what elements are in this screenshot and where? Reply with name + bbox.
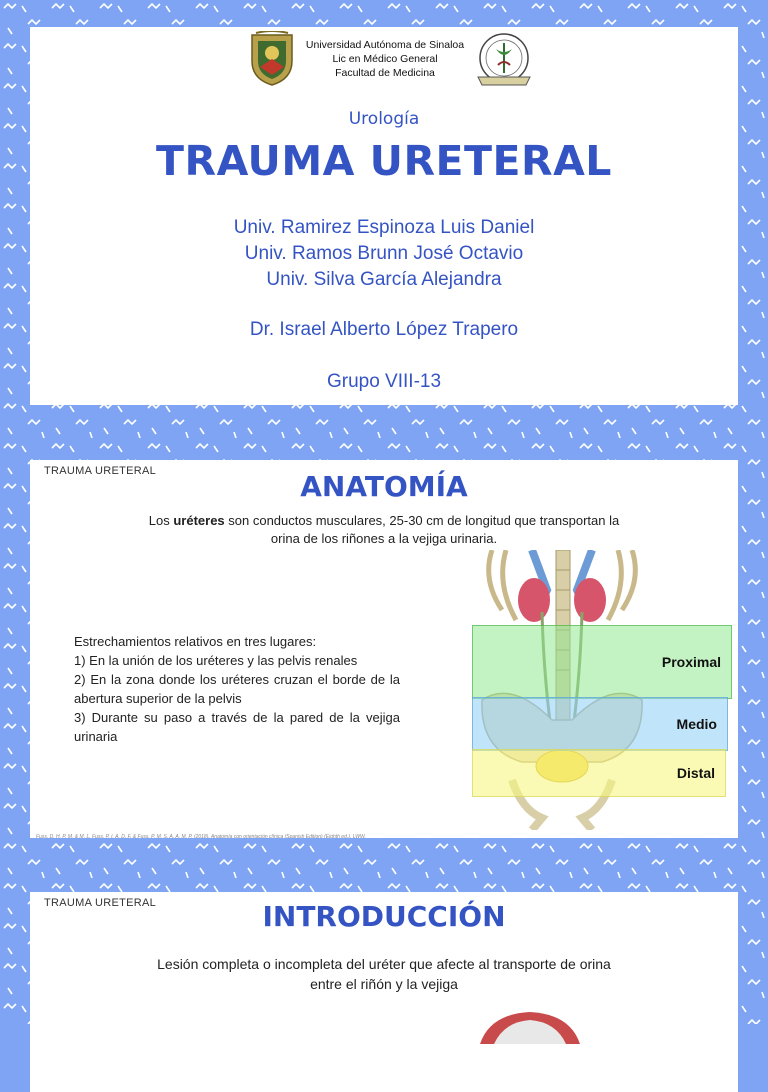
- slide-introduccion: [30, 892, 738, 1092]
- intro-line-2: entre el riñón y la vejiga: [310, 976, 458, 992]
- slide-header-label: TRAUMA URETERAL: [44, 897, 157, 909]
- bibliographic-reference: Fuss, D. H. P. M. & M. L. Fuss, P. I. A. D. F. & Fuss, P. M. S. A. A. M. P. (2018). Anatomía con orientación clínica (Spanish Edition) (Eighth ed.). LWW.: [36, 834, 366, 838]
- intro-line-1: Lesión completa o incompleta del uréter que afecte al transporte de orina: [157, 956, 611, 972]
- zone-proximal-label: Proximal: [661, 654, 721, 670]
- anatomy-intro: [30, 512, 738, 548]
- kidney-illustration-icon: [470, 1004, 590, 1044]
- zone-proximal: [472, 625, 732, 699]
- section-title-anatomia: ANATOMÍA: [300, 470, 468, 503]
- slide-header-label: TRAUMA URETERAL: [44, 465, 157, 477]
- subject-label: Urología: [348, 109, 420, 129]
- author-1: Univ. Ramirez Espinoza Luis Daniel: [233, 217, 535, 238]
- zone-medio: [472, 697, 728, 751]
- intro-prefix: Los: [148, 513, 174, 528]
- zone-medio-label: Medio: [676, 716, 717, 732]
- faculty-seal-icon: [472, 31, 536, 89]
- doctor-name: Dr. Israel Alberto López Trapero: [249, 319, 519, 340]
- list-item: 1) En la unión de los uréteres y las pelvis renales: [74, 653, 358, 668]
- slide-anatomia: [30, 460, 738, 838]
- list-heading: Estrechamientos relativos en tres lugares:: [74, 634, 317, 649]
- university-header: [300, 38, 470, 80]
- author-3: Univ. Silva García Alejandra: [266, 269, 502, 290]
- program-name: Lic en Médico General: [332, 53, 438, 65]
- zone-distal: [472, 749, 726, 797]
- slide-title: [30, 27, 738, 405]
- narrowing-list: [74, 632, 400, 746]
- list-item: 3) Durante su paso a través de la pared de la vejiga urinaria: [74, 710, 400, 744]
- introduction-text: [30, 954, 738, 994]
- intro-rest: son conductos musculares, 25-30 cm de longitud que transportan la: [224, 513, 620, 528]
- intro-line-2: orina de los riñones a la vejiga urinaria.: [270, 531, 498, 546]
- section-title-introduccion: INTRODUCCIÓN: [262, 900, 506, 933]
- group-label: Grupo VIII-13: [326, 371, 442, 392]
- university-name: Universidad Autónoma de Sinaloa: [305, 39, 465, 51]
- uas-logo-icon: [246, 31, 298, 87]
- presentation-title: TRAUMA URETERAL: [156, 137, 612, 185]
- list-item: 2) En la zona donde los uréteres cruzan el borde de la abertura superior de la pelvis: [74, 672, 400, 706]
- faculty-name: Facultad de Medicina: [335, 67, 435, 79]
- zone-distal-label: Distal: [676, 765, 715, 781]
- author-2: Univ. Ramos Brunn José Octavio: [244, 243, 524, 264]
- intro-bold-term: uréteres: [173, 513, 225, 528]
